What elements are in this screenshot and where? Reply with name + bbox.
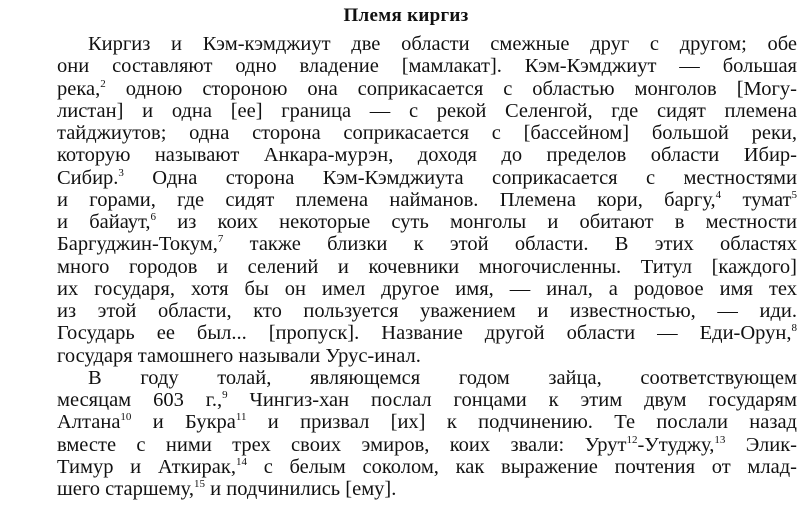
text-line xyxy=(57,78,797,100)
text-run: месяцам 603 г., xyxy=(57,389,223,411)
text-line xyxy=(57,167,797,189)
text-run: и байаут, xyxy=(57,211,151,233)
text-line xyxy=(57,233,797,255)
footnote-marker: 6 xyxy=(150,211,157,223)
text-run: одною стороною она соприкасается с областью монголов [Могу- xyxy=(105,77,797,100)
text-run: Сибир. xyxy=(57,166,119,189)
section-title: Племя киргиз xyxy=(343,5,469,26)
text-run: Чингиз-хан послал гонцами к этим двум государям xyxy=(227,389,798,411)
text-run: шего старшему, xyxy=(57,478,194,500)
footnote-marker: 11 xyxy=(235,411,247,424)
footnote-marker: 15 xyxy=(194,478,205,490)
text-line xyxy=(57,478,396,500)
footnote-marker: 5 xyxy=(791,188,798,201)
footnote-marker: 3 xyxy=(118,166,124,179)
text-line xyxy=(57,300,797,322)
text-run: В году толай, являющемся годом зайца, соответствующем xyxy=(88,366,797,389)
footnote-marker: 12 xyxy=(626,433,638,446)
text-line xyxy=(57,122,797,144)
text-run: они составляют одно владение [мамлакат]. Кэм-Кэмджиут — большая xyxy=(57,55,797,78)
text-line xyxy=(57,144,797,166)
text-run: Элик- xyxy=(725,433,797,456)
footnote-marker: 13 xyxy=(714,433,726,446)
text-line xyxy=(57,456,797,478)
text-line xyxy=(57,345,421,367)
text-run: Алтана xyxy=(57,411,121,434)
text-line xyxy=(57,434,797,456)
text-run: и горами, где сидят племена найманов. Племена кори, баргу, xyxy=(57,188,716,211)
text-line xyxy=(57,55,797,77)
text-run: также близки к этой области. В этих областях xyxy=(223,233,797,256)
text-run: Киргиз и Кэм-кэмджиут две области смежные друг с другом; обе xyxy=(88,33,797,55)
text-line xyxy=(57,189,797,211)
text-line xyxy=(57,256,797,278)
text-line xyxy=(57,389,797,411)
footnote-marker: 10 xyxy=(120,411,132,424)
footnote-marker: 14 xyxy=(235,455,247,468)
text-run: вместе с ними трех своих эмиров, коих звали: Урут xyxy=(57,433,627,456)
text-run: их государя, хотя бы он имел другое имя, — инал, а родовое имя тех xyxy=(57,277,797,300)
text-run: государя тамошнего называли Урус-инал. xyxy=(57,344,421,367)
text-run: много городов и селений и кочевники многочисленны. Титул [каждого] xyxy=(57,255,797,278)
text-line xyxy=(57,411,797,433)
footnote-marker: 9 xyxy=(222,389,228,401)
text-run: из коих некоторые суть монголы и обитают в местности xyxy=(156,211,797,233)
footnote-marker: 2 xyxy=(100,77,106,90)
text-run: река, xyxy=(57,77,101,100)
text-run: Государь ее был... [пропуск]. Название другой области — Еди-Орун, xyxy=(57,322,792,345)
text-run: из этой области, кто пользуется уважением и известностью, — иди. xyxy=(57,300,797,322)
text-line xyxy=(57,322,797,344)
text-run: Тимур и Аткирак, xyxy=(57,455,236,478)
footnote-marker: 7 xyxy=(217,233,224,246)
text-line xyxy=(57,278,797,300)
text-line xyxy=(88,367,797,389)
text-run: которую называют Анкара-мурэн, доходя до пределов области Ибир- xyxy=(57,144,797,167)
text-run: и призвал [их] к подчинению. Те послали назад xyxy=(246,411,797,434)
text-run: Баргуджин-Токум, xyxy=(57,233,218,256)
text-run: тайджиутов; одна сторона соприкасается с [бассейном] большой реки, xyxy=(57,122,797,144)
text-run: -Утуджу, xyxy=(637,433,715,456)
text-line xyxy=(88,33,797,55)
text-run: листан] и одна [ее] граница — с рекой Селенгой, где сидят племена xyxy=(57,99,797,122)
text-line xyxy=(57,100,797,122)
text-line xyxy=(57,211,797,233)
footnote-marker: 4 xyxy=(715,188,722,201)
text-run: с белым соколом, как выражение почтения от млад- xyxy=(246,455,797,478)
text-run: Одна сторона Кэм-Кэмджиута соприкасается с местностями xyxy=(123,166,797,189)
text-run: и Букра xyxy=(131,411,236,434)
footnote-marker: 8 xyxy=(791,322,797,335)
text-run: тумат xyxy=(721,188,792,211)
text-run: и подчинились [ему]. xyxy=(205,478,397,500)
